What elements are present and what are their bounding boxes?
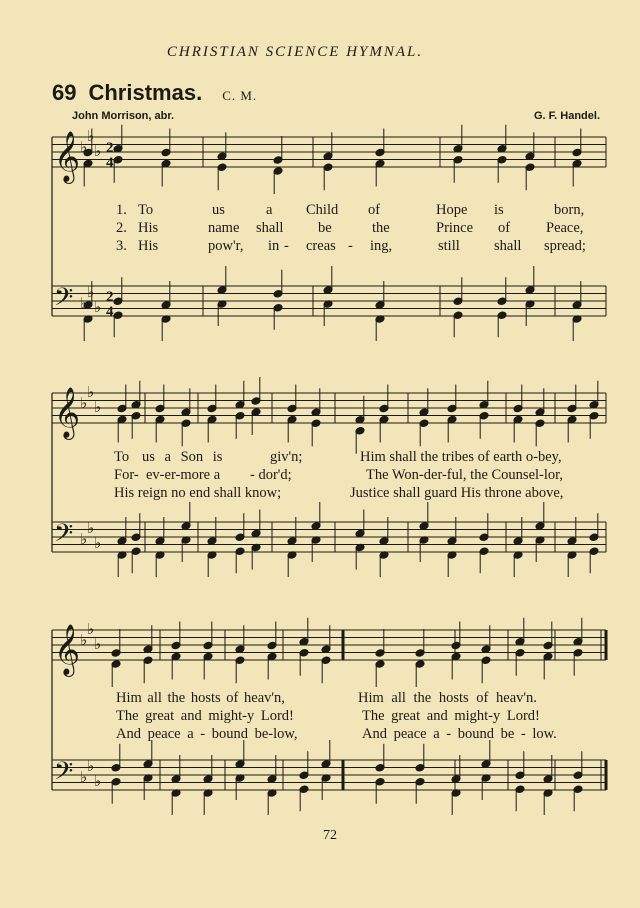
- flat-sign: ♭: [80, 631, 88, 649]
- words-credit: John Morrison, abr.: [72, 110, 175, 122]
- hymn-title: Christmas.: [88, 80, 203, 105]
- hymn-number: 69: [52, 80, 77, 105]
- flat-sign: ♭: [87, 620, 95, 638]
- flat-sign: ♭: [80, 530, 88, 548]
- treble-clef: 𝄞: [54, 131, 81, 182]
- flat-sign: ♭: [87, 127, 95, 145]
- flat-sign: ♭: [87, 283, 95, 301]
- time-signatures: [106, 140, 114, 320]
- time-signature-denominator: 4: [106, 304, 114, 320]
- running-head: CHRISTIAN SCIENCE HYMNAL.: [166, 44, 424, 60]
- flat-sign: ♭: [80, 138, 88, 156]
- clefs: [54, 127, 101, 792]
- flat-sign: ♭: [94, 142, 102, 160]
- treble-clef: 𝄞: [54, 387, 81, 438]
- bass-clef: 𝄢: [54, 283, 74, 318]
- flat-sign: ♭: [87, 757, 95, 775]
- time-signature-numerator: 2: [106, 289, 114, 305]
- flat-sign: ♭: [94, 635, 102, 653]
- flat-sign: ♭: [87, 383, 95, 401]
- flat-sign: ♭: [94, 772, 102, 790]
- flat-sign: ♭: [94, 398, 102, 416]
- flat-sign: ♭: [80, 394, 88, 412]
- page-number: 72: [323, 828, 337, 843]
- music-credit: G. F. Handel.: [533, 110, 600, 122]
- treble-clef: 𝄞: [54, 624, 81, 675]
- flat-sign: ♭: [94, 298, 102, 316]
- flat-sign: ♭: [80, 768, 88, 786]
- bass-clef: 𝄢: [54, 757, 74, 792]
- bass-clef: 𝄢: [54, 519, 74, 554]
- flat-sign: ♭: [87, 519, 95, 537]
- flat-sign: ♭: [94, 534, 102, 552]
- time-signature-denominator: 4: [106, 155, 114, 171]
- time-signature-numerator: 2: [106, 140, 114, 156]
- flat-sign: ♭: [80, 294, 88, 312]
- hymn-meter: C. M.: [222, 88, 258, 103]
